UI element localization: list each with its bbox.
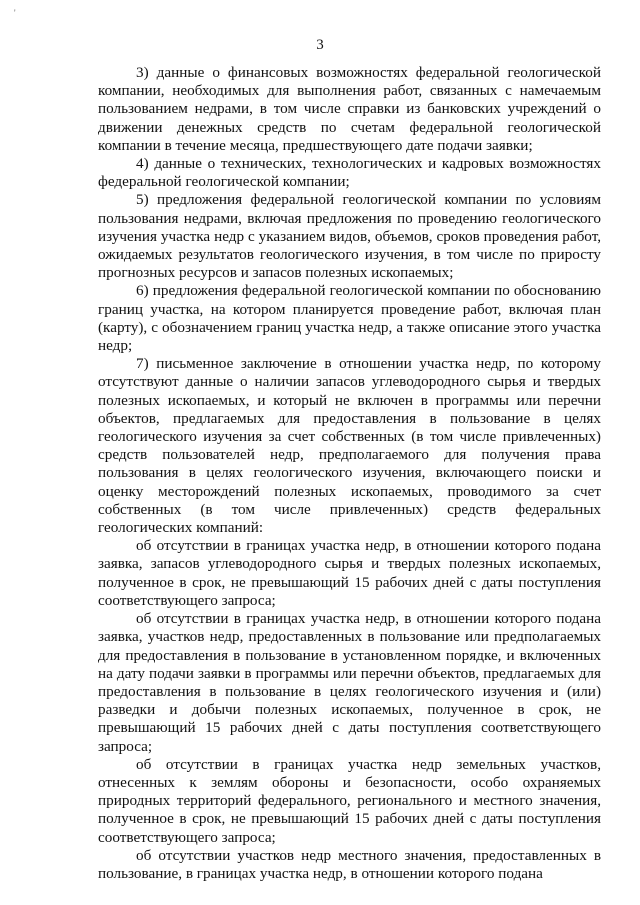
corner-mark: ' — [14, 8, 16, 18]
paragraph-item-5: 5) предложения федеральной геологической компании по условиям пользования недрами, включая предложения по проведению геологического изучения участка недр с указанием видов, объемов, сроков проведения работ, ожидаемых результатов геологического изучения, в том числе по приросту прогнозных ресурсов и запасов полезных ископаемых; — [98, 191, 601, 282]
paragraph-item-7: 7) письменное заключение в отношении участка недр, по которому отсутствуют данные о наличии запасов углеводородного сырья и твердых полезных ископаемых, и который не включен в программы или перечни объектов, предлагаемых для предоставления в пользование в целях геологического изучения за счет собственных (в том числе привлеченных) средств пользователей недр, предполагаемого для получения права пользования в целях геологического изучения, включающего поиски и оценку месторождений полезных ископаемых, проводимого за счет собственных (в том числе привлеченных) средств федеральных геологических компаний: — [98, 355, 601, 537]
paragraph-item-6: 6) предложения федеральной геологической компании по обоснованию границ участка, на котором планируется проведение работ, включая план (карту), с обозначением границ участка недр, а также описание этого участка недр; — [98, 282, 601, 355]
paragraph-item-4: 4) данные о технических, технологических и кадровых возможностях федеральной геологической компании; — [98, 155, 601, 191]
page-number: 3 — [316, 37, 324, 53]
paragraph-subitem-2: об отсутствии в границах участка недр, в отношении которого подана заявка, участков недр, предоставленных в пользование или предполагаемых для предоставления в пользование в установленном порядке, и включенных на дату подачи заявки в программы или перечни объектов, предлагаемых для предоставления в пользование в целях геологического изучения и (или) разведки и добычи полезных ископаемых, полученное в срок, не превышающий 15 рабочих дней с даты поступления соответствующего запроса; — [98, 610, 601, 755]
paragraph-subitem-3: об отсутствии в границах участка недр земельных участков, отнесенных к землям обороны и безопасности, особо охраняемых природных территорий федерального, регионального и местного значения, полученное в срок, не превышающий 15 рабочих дней с даты поступления соответствующего запроса; — [98, 755, 601, 846]
document-body — [98, 64, 601, 883]
paragraph-item-3: 3) данные о финансовых возможностях федеральной геологической компании, необходимых для выполнения работ, связанных с намечаемым пользованием недрами, в том числе справки из банковских учреждений о движении денежных средств по счетам федеральной геологической компании в течение месяца, предшествующего дате подачи заявки; — [98, 64, 601, 154]
paragraph-subitem-4: об отсутствии участков недр местного значения, предоставленных в пользование, в границах участка недр, в отношении которого подана — [98, 846, 601, 882]
paragraph-subitem-1: об отсутствии в границах участка недр, в отношении которого подана заявка, запасов углеводородного сырья и твердых полезных ископаемых, полученное в срок, не превышающий 15 рабочих дней с даты поступления соответствующего запроса; — [98, 537, 601, 609]
